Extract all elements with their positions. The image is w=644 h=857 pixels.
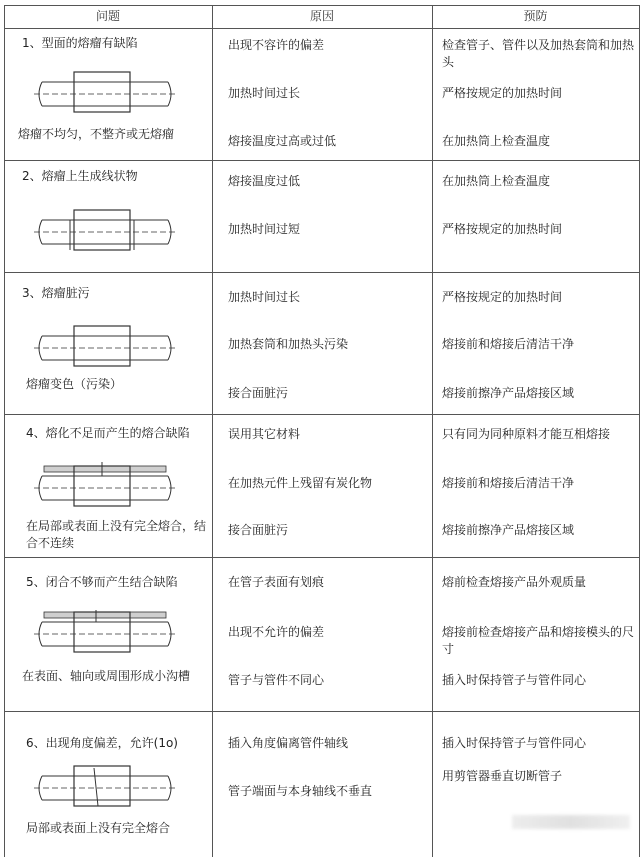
cause-item: 出现不容许的偏差 — [228, 38, 325, 52]
cause-item: 在加热元件上残留有炭化物 — [228, 476, 373, 490]
header-prevention: 预防 — [523, 9, 548, 23]
prevention-item: 用剪管器垂直切断管子 — [442, 769, 563, 783]
row-note: 熔瘤不均匀，不整齐或无熔瘤 — [18, 127, 175, 141]
cause-item: 熔接温度过高或过低 — [228, 134, 337, 148]
row-note: 局部或表面上没有完全熔合 — [26, 821, 171, 835]
prevention-item: 熔接前擦净产品熔接区域 — [442, 386, 575, 400]
prevention-item: 严格按规定的加热时间 — [442, 222, 563, 236]
row-title: 2、熔瘤上生成线状物 — [22, 169, 138, 183]
prevention-item: 严格按规定的加热时间 — [442, 290, 563, 304]
prevention-item: 插入时保持管子与管件同心 — [442, 736, 587, 750]
cause-item: 在管子表面有划痕 — [228, 575, 325, 589]
cause-item: 管子端面与本身轴线不垂直 — [228, 784, 373, 798]
prevention-item: 插入时保持管子与管件同心 — [442, 673, 587, 687]
pipe-fitting-diagram — [30, 604, 180, 654]
pipe-fitting-diagram — [30, 68, 180, 114]
cause-item: 接合面脏污 — [228, 386, 289, 400]
cause-item: 接合面脏污 — [228, 523, 289, 537]
pipe-fitting-diagram — [30, 206, 180, 252]
header-divider — [4, 28, 640, 29]
header-problem: 问题 — [95, 9, 120, 23]
prevention-item: 熔接前检查熔接产品和熔接模头的尺寸 — [442, 625, 635, 656]
cause-item: 误用其它材料 — [228, 427, 301, 441]
cause-item: 熔接温度过低 — [228, 174, 301, 188]
cause-item: 插入角度偏离管件轴线 — [228, 736, 349, 750]
prevention-item: 熔前检查熔接产品外观质量 — [442, 575, 587, 589]
prevention-item: 在加热筒上检查温度 — [442, 174, 551, 188]
prevention-item: 检查管子、管件以及加热套筒和加热头 — [442, 38, 635, 69]
row-divider — [4, 414, 640, 415]
cause-item: 加热套筒和加热头污染 — [228, 337, 349, 351]
column-divider-2 — [432, 5, 433, 857]
cause-item: 管子与管件不同心 — [228, 673, 325, 687]
header-cause: 原因 — [309, 9, 334, 23]
table-border-top — [4, 5, 640, 6]
prevention-item: 在加热筒上检查温度 — [442, 134, 551, 148]
row-title: 1、型面的熔瘤有缺陷 — [22, 36, 138, 50]
row-title: 3、熔瘤脏污 — [22, 286, 90, 300]
table-border-left — [4, 5, 5, 857]
column-divider-1 — [212, 5, 213, 857]
row-divider — [4, 272, 640, 273]
row-note: 在局部或表面上没有完全熔合，结合不连续 — [26, 519, 207, 550]
pipe-fitting-diagram — [30, 762, 180, 808]
blurred-watermark — [512, 815, 630, 829]
row-divider — [4, 711, 640, 712]
cause-item: 加热时间过长 — [228, 86, 301, 100]
cause-item: 加热时间过短 — [228, 222, 301, 236]
pipe-fitting-diagram — [30, 322, 180, 368]
prevention-item: 只有同为同种原料才能互相熔接 — [442, 427, 611, 441]
row-title: 6、出现角度偏差，允许(1o) — [26, 736, 178, 750]
prevention-item: 严格按规定的加热时间 — [442, 86, 563, 100]
row-note: 在表面、轴向或周围形成小沟槽 — [22, 669, 191, 683]
prevention-item: 熔接前擦净产品熔接区域 — [442, 523, 575, 537]
row-divider — [4, 557, 640, 558]
row-note: 熔瘤变色（污染） — [26, 377, 123, 391]
row-title: 5、闭合不够而产生结合缺陷 — [26, 575, 178, 589]
prevention-item: 熔接前和熔接后清洁干净 — [442, 337, 575, 351]
row-title: 4、熔化不足而产生的熔合缺陷 — [26, 426, 190, 440]
table-border-right — [639, 5, 640, 857]
prevention-item: 熔接前和熔接后清洁干净 — [442, 476, 575, 490]
cause-item: 出现不允许的偏差 — [228, 625, 325, 639]
row-divider — [4, 160, 640, 161]
cause-item: 加热时间过长 — [228, 290, 301, 304]
pipe-fitting-diagram — [30, 458, 180, 508]
